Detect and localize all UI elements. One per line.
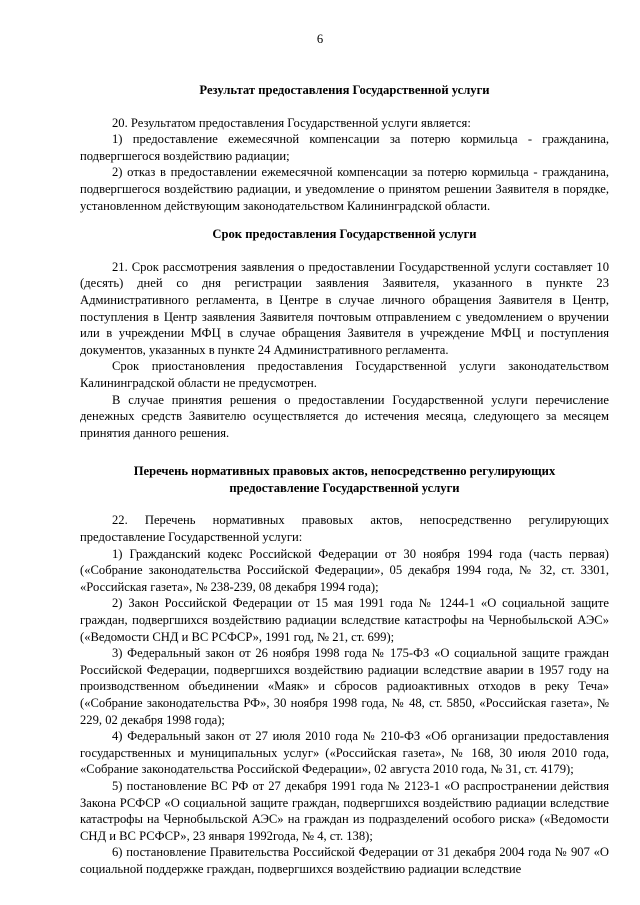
section-heading-term: Срок предоставления Государственной услуги xyxy=(212,227,477,242)
paragraph: 20. Результатом предоставления Государственной услуги является: xyxy=(112,115,471,130)
section-heading-acts xyxy=(80,463,609,496)
list-item: 1) Гражданский кодекс Российской Федерации от 30 ноября 1994 года (часть первая) («Собрание законодательства Российской Федерации», 05 декабря 1994 года, № 32, ст. 3301, «Российская газета», № 238-239, 08 декабря 1994 года); xyxy=(80,546,609,594)
paragraph: В случае принятия решения о предоставлении Государственной услуги перечисление денежных средств Заявителю осуществляется до истечения месяца, следующего за месяцем принятия данного решения. xyxy=(80,392,609,440)
paragraph: 22. Перечень нормативных правовых актов, непосредственно регулирующих предоставление Государственной услуги: xyxy=(80,513,609,545)
paragraph: 2) отказ в предоставлении ежемесячной компенсации за потерю кормильца - гражданина, подвергшегося воздействию радиации, и уведомление о принятом решении Заявителя в порядке, установленном действующим законодательством Калининградской области. xyxy=(80,165,609,213)
document-body xyxy=(80,82,609,878)
list-item: 5) постановление ВС РФ от 27 декабря 1991 года № 2123-1 «О распространении действия Закона РСФСР «О социальной защите граждан, подвергшихся воздействию радиации вследствие катастрофы на Чернобыльской АЭС» на граждан из подразделений особого риска» («Ведомости СНД и ВС РСФСР», 23 января 1992года, № 4, ст. 138); xyxy=(80,778,609,843)
list-item: 3) Федеральный закон от 26 ноября 1998 года № 175-ФЗ «О социальной защите граждан Российской Федерации, подвергшихся воздействию радиации вследствие аварии в 1957 году на производственном объединении «Маяк» и сбросов радиоактивных отходов в реку Теча» («Собрание законодательства РФ», 30 ноября 1998 года, № 48, ст. 5850, «Российская газета», № 229, 02 декабря 1998 года); xyxy=(80,646,609,727)
list-item: 6) постановление Правительства Российской Федерации от 31 декабря 2004 года № 907 «О социальной поддержке граждан, подвергшихся воздействию радиации вследствие xyxy=(80,845,609,876)
page-number: 6 xyxy=(316,32,324,46)
section-heading-acts-line2: предоставление Государственной услуги xyxy=(229,480,460,495)
list-item: 4) Федеральный закон от 27 июля 2010 года № 210-ФЗ «Об организации предоставления государственных и муниципальных услуг» («Российская газета», № 168, 30 июля 2010 года, «Собрание законодательства Российской Федерации», 02 августа 2010 года, № 31, ст. 4179); xyxy=(80,729,609,777)
paragraph: 1) предоставление ежемесячной компенсации за потерю кормильца - гражданина, подвергшегося воздействию радиации; xyxy=(80,132,609,163)
paragraph: 21. Срок рассмотрения заявления о предоставлении Государственной услуги составляет 10 (десять) дней со дня регистрации заявления Заявителя, указанного в пункте 23 Административного регламента, в Центре в случае личного обращения Заявителя в Центр, поступления в Центр заявления Заявителя почтовым отправлением с уведомлением о вручении или в учреждении МФЦ в случае обращения Заявителя в учреждение МФЦ и поступления документов, указанных в пункте 24 Административного регламента. xyxy=(80,259,609,357)
list-item: 2) Закон Российской Федерации от 15 мая 1991 года № 1244-1 «О социальной защите граждан, подвергшихся воздействию радиации вследствие катастрофы на Чернобыльской АЭС» («Ведомости СНД и ВС РСФСР», 1991 год, № 21, ст. 699); xyxy=(80,596,609,644)
section-heading-acts-line1: Перечень нормативных правовых актов, непосредственно регулирующих xyxy=(133,464,556,479)
section-heading-result: Результат предоставления Государственной услуги xyxy=(199,83,490,97)
paragraph: Срок приостановления предоставления Государственной услуги законодательством Калининградской области не предусмотрен. xyxy=(80,359,609,390)
